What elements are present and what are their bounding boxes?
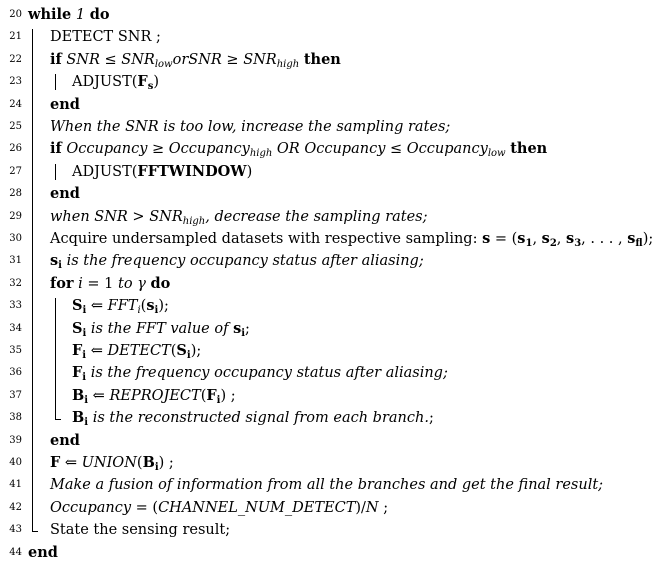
line-code: for i = 1 to γ do xyxy=(50,274,171,292)
line-number: 25 xyxy=(9,121,22,132)
algorithm-line xyxy=(0,542,647,564)
line-code: end xyxy=(50,95,80,113)
block-bar-tick xyxy=(55,419,61,420)
algorithm-line xyxy=(0,116,647,138)
line-number: 21 xyxy=(9,31,22,43)
algorithm-line xyxy=(0,519,647,541)
line-number: 20 xyxy=(9,9,22,20)
line-number: 24 xyxy=(9,98,22,110)
algorithm-line xyxy=(0,430,647,452)
block-bar xyxy=(55,74,56,90)
line-number: 38 xyxy=(9,412,22,424)
line-number: 23 xyxy=(9,76,22,88)
line-number: 29 xyxy=(9,210,22,222)
line-number: 27 xyxy=(9,165,22,177)
line-number: 32 xyxy=(9,277,22,289)
line-number: 28 xyxy=(9,188,22,200)
algorithm-line xyxy=(0,138,647,160)
line-number: 33 xyxy=(9,300,22,312)
line-code: $S_i$ is the FFT value of $s_i$; xyxy=(72,319,250,339)
line-code: $F_i$ is the frequency occupancy status after aliasing; xyxy=(72,364,448,384)
algorithm-line xyxy=(0,340,647,362)
line-number: 34 xyxy=(9,322,22,334)
algorithm-line xyxy=(0,94,647,116)
line-code: $ADJUST(F_s)$ xyxy=(72,73,160,93)
algorithm-line xyxy=(0,362,647,384)
algorithm-line xyxy=(0,228,653,250)
line-code: Occupancy = (CHANNEL_NUM_DETECT)/N ; xyxy=(50,499,389,516)
algorithm-line xyxy=(0,452,647,474)
algorithm-line xyxy=(0,497,647,519)
line-code: $F_i$ ⇐ $DETECT(S_i)$; xyxy=(72,342,202,361)
line-number: 22 xyxy=(9,53,22,65)
block-bar xyxy=(55,298,56,419)
algorithm-line xyxy=(0,206,647,228)
line-code: $B_i$ ⇐ $REPROJECT(F_i)$ ; xyxy=(72,386,236,406)
block-bar xyxy=(55,164,56,180)
line-code: while 1 do xyxy=(28,6,110,23)
line-number: 39 xyxy=(9,434,22,446)
line-code: F ⇐ $UNION(B_i)$ ; xyxy=(50,454,174,473)
line-code: $B_i$ is the reconstructed signal from each branch.; xyxy=(72,409,434,429)
line-code: ADJUST(FFTWINDOW) xyxy=(72,162,253,180)
line-code: DETECT SNR ; xyxy=(50,29,161,46)
algorithm-line xyxy=(0,161,647,183)
line-number: 31 xyxy=(9,255,22,267)
line-number: 36 xyxy=(9,367,22,379)
line-code: Acquire undersampled datasets with respective sampling: $s = (s_1$, $s_2$, $s_3$, . . . , $s_{fl}$); xyxy=(50,230,653,249)
algorithm-line xyxy=(0,4,647,26)
line-number: 35 xyxy=(9,345,22,356)
algorithm-line xyxy=(0,71,647,93)
algorithm-line xyxy=(0,318,647,340)
line-number: 44 xyxy=(9,546,22,558)
line-code: end xyxy=(50,185,80,203)
line-number: 42 xyxy=(9,501,22,513)
block-bar-tick xyxy=(32,531,38,532)
line-number: 30 xyxy=(9,233,22,244)
algorithm-line xyxy=(0,26,647,48)
line-number: 37 xyxy=(9,389,22,401)
line-code: end xyxy=(50,431,80,449)
block-bar xyxy=(32,29,33,531)
algorithm-line xyxy=(0,385,647,407)
line-code: When the SNR is too low, increase the sampling rates; xyxy=(50,119,451,135)
algorithm-line xyxy=(0,183,647,205)
line-number: 41 xyxy=(9,479,22,491)
line-number: 40 xyxy=(9,457,22,468)
line-code: if Occupancy ≥ Occupancy$_{high}$ OR Occupancy ≤ Occupancy$_{low}$ then xyxy=(50,140,548,160)
algorithm-line xyxy=(0,49,647,71)
algorithm-line xyxy=(0,273,647,295)
algorithm-line xyxy=(0,407,647,429)
line-code: end xyxy=(28,543,58,561)
algorithm-line xyxy=(0,250,647,272)
line-number: 43 xyxy=(9,524,22,536)
line-code: State the sensing result; xyxy=(50,522,231,539)
line-code: if SNR ≤ $SNR_{low}orSNR \ge SNR_{high}$ then xyxy=(50,50,341,70)
line-code: Make a fusion of information from all the branches and get the final result; xyxy=(50,477,604,494)
algorithm-line xyxy=(0,295,647,317)
line-code: when SNR > $SNR_{high}$, decrease the sampling rates; xyxy=(50,208,428,227)
line-code: $S_i$ ⇐ $FFT_i(s_i)$; xyxy=(72,297,169,317)
algorithm-line xyxy=(0,474,647,496)
line-number: 26 xyxy=(9,143,22,155)
line-code: $s_i$ is the frequency occupancy status after aliasing; xyxy=(50,252,424,272)
